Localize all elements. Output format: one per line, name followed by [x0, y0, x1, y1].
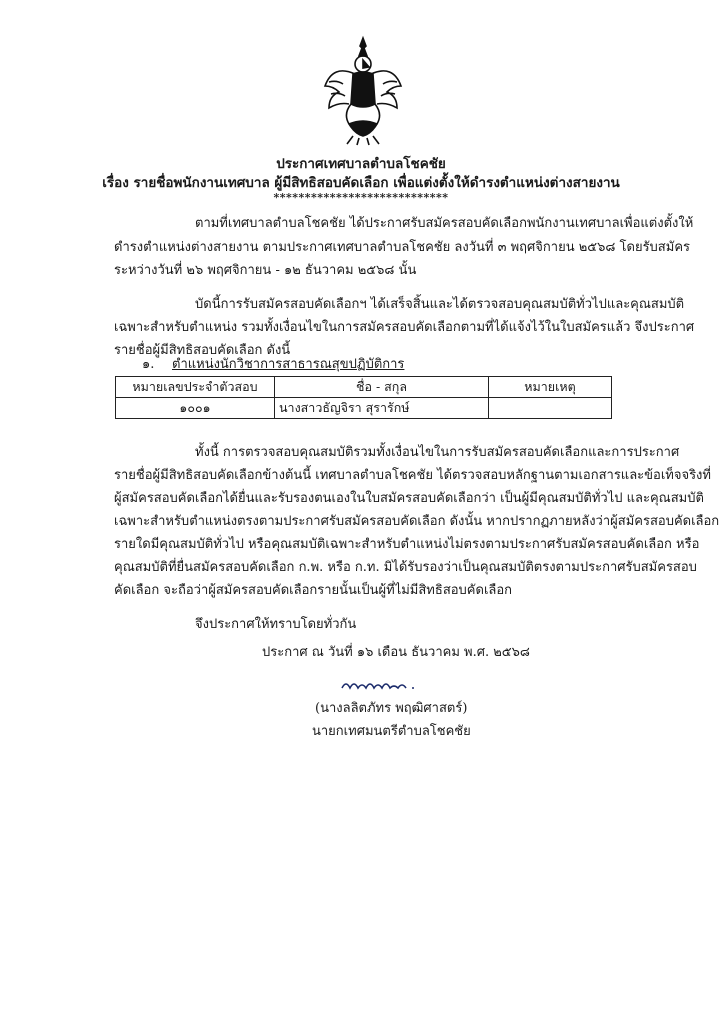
para3-line7: คัดเลือก จะถือว่าผู้สมัครสอบคัดเลือกรายนั้นเป็นผู้ที่ไม่มีสิทธิสอบคัดเลือก [114, 583, 513, 598]
table-header-row [116, 377, 612, 398]
header-exam-id: หมายเลขประจำตัวสอบ [116, 377, 275, 398]
position-number: ๑. [142, 357, 155, 372]
closing-line: จึงประกาศให้ทราบโดยทั่วกัน [195, 617, 357, 632]
signer-name: (นางลลิตภัทร พฤฒิศาสตร์) [315, 701, 468, 716]
para2-line2: เฉพาะสำหรับตำแหน่ง รวมทั้งเงื่อนไขในการสมัครสอบคัดเลือกตามที่ได้แจ้งไว้ในใบสมัครแล้ว จึงประกาศ [114, 320, 695, 335]
para3-line5: รายใดมีคุณสมบัติทั่วไป หรือคุณสมบัติเฉพาะสำหรับตำแหน่งไม่ตรงตามประกาศรับสมัครสอบคัดเลือก หรือ [114, 537, 700, 552]
header-note: หมายเหตุ [489, 377, 612, 398]
signer-title: นายกเทศมนตรีตำบลโชคชัย [312, 724, 471, 739]
position-title: ตำแหน่งนักวิชาการสาธารณสุขปฏิบัติการ [172, 357, 405, 372]
para3-line3: ผู้สมัครสอบคัดเลือกได้ยื่นและรับรองตนเองในใบสมัครสอบคัดเลือกว่า เป็นผู้มีคุณสมบัติทั่วไป และคุณสมบัติ [114, 491, 704, 506]
cell-exam-id: ๑๐๐๑ [116, 398, 275, 419]
para3-line1: ทั้งนี้ การตรวจสอบคุณสมบัติรวมทั้งเงื่อนไขในการรับสมัครสอบคัดเลือกและการประกาศ [195, 445, 680, 460]
para1-line1: ตามที่เทศบาลตำบลโชคชัย ได้ประกาศรับสมัครสอบคัดเลือกพนักงานเทศบาลเพื่อแต่งตั้งให้ [195, 216, 694, 231]
announcement-subject: เรื่อง รายชื่อพนักงานเทศบาล ผู้มีสิทธิสอบคัดเลือก เพื่อแต่งตั้งให้ดำรงตำแหน่งต่างสายงาน [102, 175, 620, 191]
table-row [116, 398, 612, 419]
cell-name: นางสาวธัญจิรา สุรารักษ์ [275, 398, 489, 419]
para2-line1: บัดนี้การรับสมัครสอบคัดเลือกฯ ได้เสร็จสิ้นและได้ตรวจสอบคุณสมบัติทั่วไปและคุณสมบัติ [195, 297, 685, 312]
announcement-date: ประกาศ ณ วันที่ ๑๖ เดือน ธันวาคม พ.ศ. ๒๕๖๘ [262, 645, 530, 660]
announcement-title: ประกาศเทศบาลตำบลโชคชัย [276, 156, 446, 172]
header-name: ชื่อ - สกุล [275, 377, 489, 398]
garuda-emblem-icon [323, 34, 403, 146]
candidate-table [115, 376, 612, 419]
signature-icon [338, 676, 418, 694]
para3-line4: เฉพาะสำหรับตำแหน่งตรงตามประกาศรับสมัครสอบคัดเลือก ดังนั้น หากปรากฏภายหลังว่าผู้สมัครสอบคัดเลือก [114, 514, 720, 529]
separator-line: **************************** [273, 191, 449, 204]
para3-line2: รายชื่อผู้มีสิทธิสอบคัดเลือกข้างต้นนี้ เทศบาลตำบลโชคชัย ได้ตรวจสอบหลักฐานตามเอกสารและข้อเท็จจริงที่ [114, 468, 711, 483]
para1-line3: ระหว่างวันที่ ๒๖ พฤศจิกายน - ๑๒ ธันวาคม ๒๕๖๘ นั้น [114, 263, 417, 278]
cell-note [489, 398, 612, 419]
para1-line2: ดำรงตำแหน่งต่างสายงาน ตามประกาศเทศบาลตำบลโชคชัย ลงวันที่ ๓ พฤศจิกายน ๒๕๖๘ โดยรับสมัคร [114, 240, 690, 255]
para3-line6: คุณสมบัติที่ยื่นสมัครสอบคัดเลือก ก.พ. หรือ ก.ท. มิได้รับรองว่าเป็นคุณสมบัติตรงตามประกาศรับสมัครสอบ [114, 560, 697, 575]
para2-line3: รายชื่อผู้มีสิทธิสอบคัดเลือก ดังนี้ [114, 343, 291, 358]
